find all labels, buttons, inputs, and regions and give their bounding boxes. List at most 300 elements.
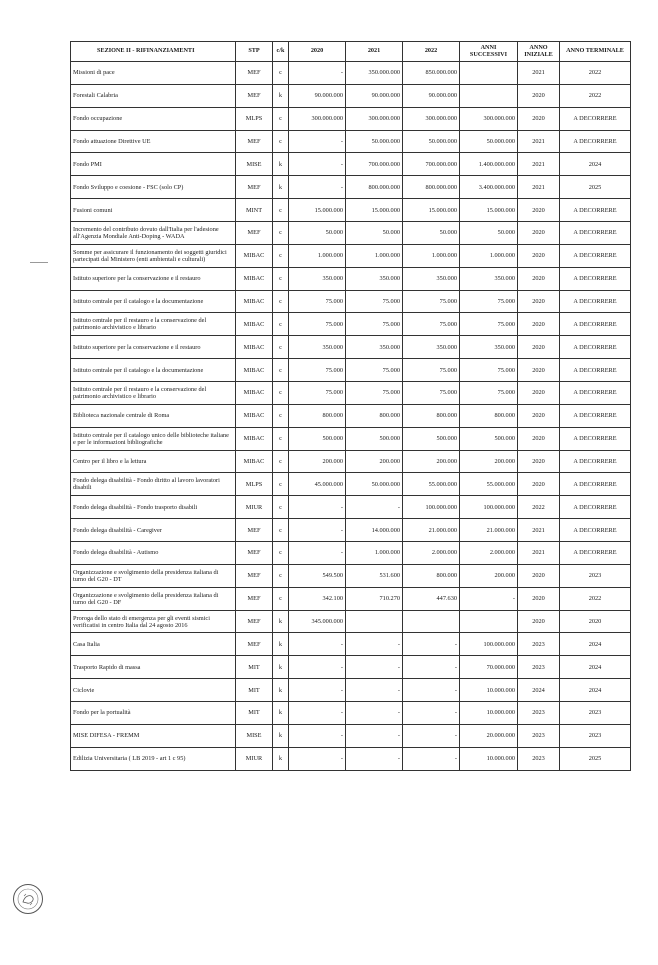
row-value-2020: 549.500	[289, 564, 346, 587]
row-value-2022: -	[403, 747, 460, 770]
table-row	[71, 610, 631, 633]
row-value-2021: 75.000	[346, 359, 403, 382]
row-description: Incremento del contributo dovuto dall'Italia per l'adesione all'Agenzia Mondiale Anti-Doping - WADA	[71, 222, 236, 245]
table-row	[71, 427, 631, 450]
header-anno-terminale: ANNO TERMINALE	[560, 42, 631, 62]
row-stp: MIBAC	[236, 450, 273, 473]
row-anno-iniziale: 2020	[518, 336, 560, 359]
row-description: Biblioteca nazionale centrale di Roma	[71, 404, 236, 427]
row-value-2020: 15.000.000	[289, 199, 346, 222]
row-ck: c	[273, 199, 289, 222]
row-stp: MISE	[236, 153, 273, 176]
row-stp: MIT	[236, 702, 273, 725]
row-stp: MIBAC	[236, 267, 273, 290]
row-value-2022: 50.000.000	[403, 130, 460, 153]
row-value-2020: -	[289, 679, 346, 702]
row-value-anni-successivi	[460, 62, 518, 85]
row-anno-terminale: 2024	[560, 153, 631, 176]
row-value-2021: 350.000	[346, 267, 403, 290]
row-value-anni-successivi: 100.000.000	[460, 633, 518, 656]
margin-mark	[30, 262, 48, 263]
row-description: Istituto centrale per il restauro e la conservazione del patrimonio archivistico e librario	[71, 382, 236, 405]
row-value-2021: 700.000.000	[346, 153, 403, 176]
row-value-2020: 75.000	[289, 290, 346, 313]
row-description: Fondo occupazione	[71, 107, 236, 130]
row-anno-iniziale: 2020	[518, 199, 560, 222]
table-row	[71, 359, 631, 382]
row-value-2021: -	[346, 679, 403, 702]
row-value-anni-successivi: 75.000	[460, 290, 518, 313]
row-value-2021: -	[346, 496, 403, 519]
row-value-2021: -	[346, 702, 403, 725]
row-ck: c	[273, 267, 289, 290]
row-value-2021: 75.000	[346, 313, 403, 336]
row-description: Fondo Sviluppo e coesione - FSC (solo CP)	[71, 176, 236, 199]
row-value-2020: 800.000	[289, 404, 346, 427]
row-stp: MEF	[236, 587, 273, 610]
row-value-2022: 2.000.000	[403, 542, 460, 565]
row-anno-terminale: A DECORRERE	[560, 427, 631, 450]
row-value-2022: 1.000.000	[403, 244, 460, 267]
row-stp: MLPS	[236, 107, 273, 130]
row-description: MISE DIFESA - FREMM	[71, 724, 236, 747]
row-value-anni-successivi: 100.000.000	[460, 496, 518, 519]
row-stp: MIBAC	[236, 313, 273, 336]
row-value-anni-successivi: 10.000.000	[460, 702, 518, 725]
row-value-2020: -	[289, 153, 346, 176]
row-anno-terminale: 2024	[560, 679, 631, 702]
row-value-2021: 50.000.000	[346, 130, 403, 153]
row-value-2022: 800.000	[403, 404, 460, 427]
row-value-2022: 500.000	[403, 427, 460, 450]
row-anno-iniziale: 2020	[518, 404, 560, 427]
row-value-anni-successivi: 10.000.000	[460, 747, 518, 770]
table-row	[71, 176, 631, 199]
row-value-2020: -	[289, 62, 346, 85]
row-anno-terminale: A DECORRERE	[560, 107, 631, 130]
row-anno-iniziale: 2020	[518, 587, 560, 610]
row-value-2020: 75.000	[289, 313, 346, 336]
row-anno-iniziale: 2023	[518, 747, 560, 770]
row-value-anni-successivi: 500.000	[460, 427, 518, 450]
row-stp: MIBAC	[236, 427, 273, 450]
row-anno-terminale: A DECORRERE	[560, 313, 631, 336]
row-stp: MIT	[236, 679, 273, 702]
row-value-anni-successivi: 200.000	[460, 450, 518, 473]
row-anno-terminale: A DECORRERE	[560, 473, 631, 496]
row-anno-terminale: A DECORRERE	[560, 199, 631, 222]
row-description: Fondo delega disabilità - Fondo diritto al lavoro lavoratori disabili	[71, 473, 236, 496]
row-description: Forestali Calabria	[71, 84, 236, 107]
row-anno-iniziale: 2021	[518, 176, 560, 199]
row-stp: MIT	[236, 656, 273, 679]
official-stamp-icon	[12, 883, 44, 915]
table-row	[71, 199, 631, 222]
row-value-2020: 300.000.000	[289, 107, 346, 130]
row-stp: MEF	[236, 542, 273, 565]
row-anno-terminale: A DECORRERE	[560, 244, 631, 267]
table-row	[71, 702, 631, 725]
row-stp: MEF	[236, 130, 273, 153]
row-value-2022: 55.000.000	[403, 473, 460, 496]
header-stp: STP	[236, 42, 273, 62]
row-value-2022: 447.630	[403, 587, 460, 610]
row-anno-iniziale: 2024	[518, 679, 560, 702]
row-value-2021: 14.000.000	[346, 519, 403, 542]
row-value-2020: 350.000	[289, 267, 346, 290]
row-stp: MIUR	[236, 747, 273, 770]
row-anno-terminale: 2024	[560, 633, 631, 656]
row-description: Fondo per la portualità	[71, 702, 236, 725]
table-row	[71, 244, 631, 267]
row-value-anni-successivi: 350.000	[460, 336, 518, 359]
row-value-2021: 531.600	[346, 564, 403, 587]
row-value-2021: 800.000	[346, 404, 403, 427]
table-row	[71, 450, 631, 473]
row-description: Fondo delega disabilità - Fondo trasporto disabili	[71, 496, 236, 519]
row-value-2020: -	[289, 656, 346, 679]
row-value-2022: 800.000.000	[403, 176, 460, 199]
row-value-anni-successivi: 75.000	[460, 382, 518, 405]
row-anno-terminale: 2025	[560, 747, 631, 770]
row-value-2020: 1.000.000	[289, 244, 346, 267]
row-anno-terminale: A DECORRERE	[560, 450, 631, 473]
row-anno-iniziale: 2020	[518, 359, 560, 382]
row-anno-terminale: 2022	[560, 84, 631, 107]
row-anno-terminale: A DECORRERE	[560, 359, 631, 382]
row-anno-iniziale: 2023	[518, 724, 560, 747]
row-value-2021: 15.000.000	[346, 199, 403, 222]
row-value-2022: 350.000	[403, 267, 460, 290]
row-anno-iniziale: 2020	[518, 107, 560, 130]
row-description: Fondo delega disabilità - Autismo	[71, 542, 236, 565]
row-anno-iniziale: 2020	[518, 290, 560, 313]
row-stp: MIBAC	[236, 290, 273, 313]
row-stp: MEF	[236, 610, 273, 633]
table-row	[71, 724, 631, 747]
header-anno-iniziale: ANNO INIZIALE	[518, 42, 560, 62]
table-row	[71, 633, 631, 656]
row-anno-terminale: A DECORRERE	[560, 267, 631, 290]
row-anno-iniziale: 2023	[518, 702, 560, 725]
row-value-2022: -	[403, 633, 460, 656]
row-description: Fondo PMI	[71, 153, 236, 176]
row-value-anni-successivi: 1.400.000.000	[460, 153, 518, 176]
row-anno-terminale: 2023	[560, 702, 631, 725]
row-stp: MIBAC	[236, 244, 273, 267]
row-value-2020: 350.000	[289, 336, 346, 359]
row-value-2022: 850.000.000	[403, 62, 460, 85]
row-value-2021: 350.000	[346, 336, 403, 359]
row-value-anni-successivi: -	[460, 587, 518, 610]
table-row	[71, 84, 631, 107]
row-value-anni-successivi: 10.000.000	[460, 679, 518, 702]
row-description: Istituto centrale per il catalogo e la documentazione	[71, 359, 236, 382]
header-row	[71, 42, 631, 62]
row-ck: c	[273, 404, 289, 427]
row-value-2022: 75.000	[403, 382, 460, 405]
row-description: Istituto superiore per la conservazione e il restauro	[71, 336, 236, 359]
row-stp: MISE	[236, 724, 273, 747]
table-row	[71, 382, 631, 405]
header-anni-successivi: ANNI SUCCESSIVI	[460, 42, 518, 62]
row-anno-terminale: A DECORRERE	[560, 222, 631, 245]
row-value-anni-successivi: 55.000.000	[460, 473, 518, 496]
row-anno-iniziale: 2020	[518, 244, 560, 267]
row-value-2020: 342.100	[289, 587, 346, 610]
row-value-anni-successivi	[460, 84, 518, 107]
row-value-anni-successivi: 1.000.000	[460, 244, 518, 267]
table-row	[71, 222, 631, 245]
row-ck: c	[273, 107, 289, 130]
row-value-2021: 500.000	[346, 427, 403, 450]
row-description: Ciclovie	[71, 679, 236, 702]
row-ck: k	[273, 724, 289, 747]
row-anno-terminale: A DECORRERE	[560, 290, 631, 313]
table-row	[71, 130, 631, 153]
row-value-2021: 75.000	[346, 382, 403, 405]
row-value-2021: 200.000	[346, 450, 403, 473]
row-value-2022: 800.000	[403, 564, 460, 587]
table-row	[71, 290, 631, 313]
table-row	[71, 656, 631, 679]
row-value-2022: 75.000	[403, 359, 460, 382]
row-description: Istituto centrale per il restauro e la conservazione del patrimonio archivistico e librario	[71, 313, 236, 336]
row-value-2020: 50.000	[289, 222, 346, 245]
row-ck: k	[273, 747, 289, 770]
row-stp: MLPS	[236, 473, 273, 496]
row-description: Proroga dello stato di emergenza per gli eventi sismici verificatisi in centro Italia dal 24 agosto 2016	[71, 610, 236, 633]
row-anno-iniziale: 2022	[518, 496, 560, 519]
row-ck: c	[273, 130, 289, 153]
row-value-2020: -	[289, 176, 346, 199]
refinancing-table	[70, 41, 631, 771]
row-value-anni-successivi: 800.000	[460, 404, 518, 427]
row-anno-terminale: 2022	[560, 587, 631, 610]
row-value-2020: -	[289, 702, 346, 725]
row-anno-iniziale: 2020	[518, 267, 560, 290]
row-value-anni-successivi: 350.000	[460, 267, 518, 290]
row-anno-terminale: A DECORRERE	[560, 382, 631, 405]
row-value-2021: 1.000.000	[346, 244, 403, 267]
row-description: Fusioni comuni	[71, 199, 236, 222]
row-ck: c	[273, 244, 289, 267]
row-value-2021: -	[346, 747, 403, 770]
row-anno-terminale: 2023	[560, 564, 631, 587]
row-ck: c	[273, 473, 289, 496]
row-stp: MEF	[236, 564, 273, 587]
table-row	[71, 542, 631, 565]
header-ck: c/k	[273, 42, 289, 62]
row-description: Edilizia Universitaria ( LB 2019 - art 1 c 95)	[71, 747, 236, 770]
row-ck: c	[273, 564, 289, 587]
row-ck: k	[273, 702, 289, 725]
table-row	[71, 496, 631, 519]
row-anno-iniziale: 2021	[518, 542, 560, 565]
row-value-2022: 200.000	[403, 450, 460, 473]
row-description: Centro per il libro e la lettura	[71, 450, 236, 473]
row-value-2021: -	[346, 724, 403, 747]
row-anno-terminale: A DECORRERE	[560, 542, 631, 565]
row-anno-iniziale: 2020	[518, 610, 560, 633]
row-anno-iniziale: 2023	[518, 633, 560, 656]
row-value-anni-successivi: 20.000.000	[460, 724, 518, 747]
row-stp: MIBAC	[236, 336, 273, 359]
row-stp: MIUR	[236, 496, 273, 519]
row-stp: MEF	[236, 84, 273, 107]
table-row	[71, 473, 631, 496]
row-ck: k	[273, 679, 289, 702]
table-row	[71, 267, 631, 290]
row-description: Missioni di pace	[71, 62, 236, 85]
row-value-anni-successivi	[460, 610, 518, 633]
row-description: Fondo attuazione Direttive UE	[71, 130, 236, 153]
row-value-2021: -	[346, 633, 403, 656]
row-stp: MEF	[236, 222, 273, 245]
row-description: Fondo delega disabilità - Caregiver	[71, 519, 236, 542]
row-value-2022	[403, 610, 460, 633]
row-value-2020: -	[289, 519, 346, 542]
table-row	[71, 679, 631, 702]
row-value-anni-successivi: 50.000.000	[460, 130, 518, 153]
row-ck: c	[273, 519, 289, 542]
row-value-2022: -	[403, 702, 460, 725]
row-ck: c	[273, 290, 289, 313]
row-ck: k	[273, 610, 289, 633]
row-stp: MIBAC	[236, 404, 273, 427]
row-value-anni-successivi: 70.000.000	[460, 656, 518, 679]
row-ck: c	[273, 359, 289, 382]
row-value-2022: 75.000	[403, 290, 460, 313]
row-value-2020: 75.000	[289, 359, 346, 382]
row-anno-terminale: 2025	[560, 176, 631, 199]
row-anno-terminale: 2020	[560, 610, 631, 633]
row-anno-terminale: 2023	[560, 724, 631, 747]
row-anno-iniziale: 2023	[518, 656, 560, 679]
row-stp: MEF	[236, 519, 273, 542]
row-anno-iniziale: 2020	[518, 450, 560, 473]
row-ck: c	[273, 62, 289, 85]
row-anno-iniziale: 2020	[518, 427, 560, 450]
row-value-2020: -	[289, 747, 346, 770]
row-anno-iniziale: 2021	[518, 153, 560, 176]
header-2020: 2020	[289, 42, 346, 62]
row-anno-terminale: A DECORRERE	[560, 519, 631, 542]
row-anno-terminale: 2024	[560, 656, 631, 679]
row-value-2021: 75.000	[346, 290, 403, 313]
row-anno-iniziale: 2020	[518, 473, 560, 496]
row-value-2021: 50.000	[346, 222, 403, 245]
row-anno-iniziale: 2020	[518, 313, 560, 336]
row-value-2020: -	[289, 496, 346, 519]
row-stp: MIBAC	[236, 382, 273, 405]
row-value-2022: 15.000.000	[403, 199, 460, 222]
header-2021: 2021	[346, 42, 403, 62]
row-value-2022: -	[403, 724, 460, 747]
row-value-2022: 50.000	[403, 222, 460, 245]
row-description: Istituto centrale per il catalogo unico delle biblioteche italiane e per le informazioni bibliografiche	[71, 427, 236, 450]
header-2022: 2022	[403, 42, 460, 62]
row-value-2020: -	[289, 542, 346, 565]
row-value-2021: 300.000.000	[346, 107, 403, 130]
row-anno-iniziale: 2020	[518, 84, 560, 107]
row-anno-terminale: A DECORRERE	[560, 496, 631, 519]
row-value-2022: 21.000.000	[403, 519, 460, 542]
row-anno-terminale: A DECORRERE	[560, 130, 631, 153]
row-ck: c	[273, 382, 289, 405]
table-row	[71, 62, 631, 85]
row-anno-iniziale: 2020	[518, 382, 560, 405]
row-value-anni-successivi: 3.400.000.000	[460, 176, 518, 199]
row-anno-iniziale: 2021	[518, 62, 560, 85]
row-value-2022: -	[403, 679, 460, 702]
row-ck: c	[273, 587, 289, 610]
row-description: Casa Italia	[71, 633, 236, 656]
row-ck: k	[273, 153, 289, 176]
row-value-2021: -	[346, 656, 403, 679]
row-stp: MEF	[236, 62, 273, 85]
row-value-2022: 700.000.000	[403, 153, 460, 176]
row-value-2022: -	[403, 656, 460, 679]
row-value-2020: -	[289, 724, 346, 747]
row-ck: k	[273, 633, 289, 656]
row-value-2022: 90.000.000	[403, 84, 460, 107]
row-ck: c	[273, 450, 289, 473]
table-row	[71, 519, 631, 542]
row-anno-iniziale: 2021	[518, 519, 560, 542]
header-section: SEZIONE II - RIFINANZIAMENTI	[71, 42, 236, 62]
row-value-2020: 45.000.000	[289, 473, 346, 496]
row-description: Organizzazione e svolgimento della presidenza italiana di turno del G20 - DT	[71, 564, 236, 587]
row-description: Istituto superiore per la conservazione e il restauro	[71, 267, 236, 290]
row-stp: MIBAC	[236, 359, 273, 382]
table-row	[71, 404, 631, 427]
row-anno-iniziale: 2020	[518, 222, 560, 245]
row-value-anni-successivi: 75.000	[460, 359, 518, 382]
row-value-anni-successivi: 21.000.000	[460, 519, 518, 542]
row-ck: c	[273, 222, 289, 245]
table-row	[71, 313, 631, 336]
row-value-2021: 90.000.000	[346, 84, 403, 107]
table-row	[71, 747, 631, 770]
row-ck: c	[273, 313, 289, 336]
row-value-anni-successivi: 50.000	[460, 222, 518, 245]
row-description: Trasporto Rapido di massa	[71, 656, 236, 679]
row-ck: k	[273, 176, 289, 199]
row-value-2020: 90.000.000	[289, 84, 346, 107]
row-ck: c	[273, 542, 289, 565]
row-ck: c	[273, 496, 289, 519]
row-value-2022: 75.000	[403, 313, 460, 336]
table-row	[71, 153, 631, 176]
row-value-2021	[346, 610, 403, 633]
row-value-2022: 350.000	[403, 336, 460, 359]
row-value-2020: -	[289, 633, 346, 656]
row-value-anni-successivi: 2.000.000	[460, 542, 518, 565]
row-ck: c	[273, 427, 289, 450]
row-stp: MEF	[236, 633, 273, 656]
table-row	[71, 336, 631, 359]
row-value-anni-successivi: 15.000.000	[460, 199, 518, 222]
row-value-2021: 50.000.000	[346, 473, 403, 496]
row-value-2020: 75.000	[289, 382, 346, 405]
row-value-2021: 710.270	[346, 587, 403, 610]
row-description: Istituto centrale per il catalogo e la documentazione	[71, 290, 236, 313]
row-value-2021: 1.000.000	[346, 542, 403, 565]
row-value-anni-successivi: 200.000	[460, 564, 518, 587]
table-row	[71, 587, 631, 610]
row-value-2021: 350.000.000	[346, 62, 403, 85]
